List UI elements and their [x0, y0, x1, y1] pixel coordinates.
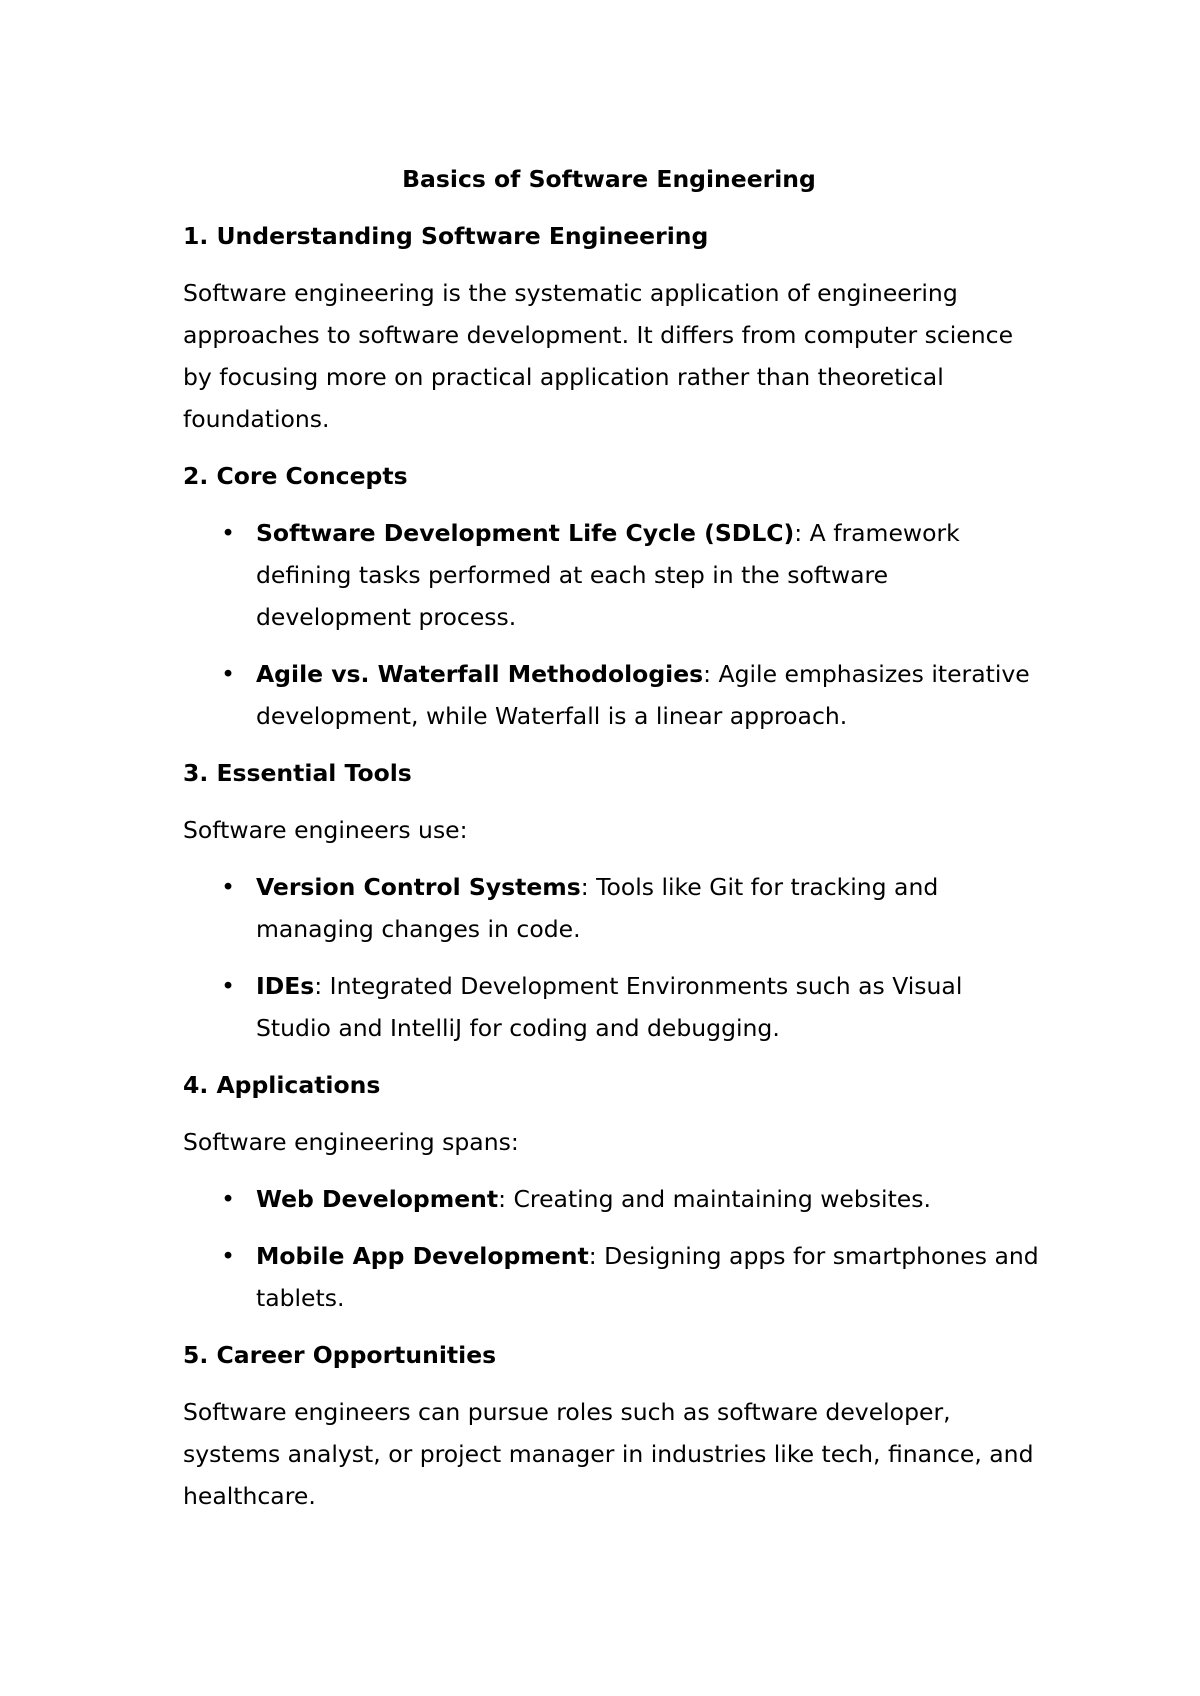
bullet-icon: •: [221, 1242, 235, 1270]
bullet-list-essential-tools: [183, 866, 1043, 1049]
section-heading-applications: 4. Applications: [183, 1071, 381, 1099]
bullet-term: IDEs: [256, 972, 315, 1000]
section-heading-core-concepts: 2. Core Concepts: [183, 462, 408, 490]
list-item: [183, 866, 1043, 950]
bullet-list-core-concepts: [183, 512, 1043, 737]
bullet-icon: •: [221, 972, 235, 1000]
list-item: [183, 1235, 1043, 1319]
bullet-text: : Agile emphasizes iterative development, while Waterfall is a linear approach.: [256, 660, 1030, 730]
list-item: [183, 1178, 1043, 1220]
bullet-text: : Creating and maintaining websites.: [498, 1185, 931, 1213]
list-item: [183, 512, 1043, 638]
bullet-list-applications: [183, 1178, 1043, 1319]
bullet-term: Web Development: [256, 1185, 499, 1213]
bullet-text: : Tools like Git for tracking and managing changes in code.: [256, 873, 939, 943]
bullet-icon: •: [221, 519, 235, 547]
bullet-icon: •: [221, 1185, 235, 1213]
list-item: [183, 965, 1043, 1049]
section-heading-career-opportunities: 5. Career Opportunities: [183, 1341, 497, 1369]
section-heading-understanding: 1. Understanding Software Engineering: [183, 222, 709, 250]
section-paragraph-understanding: Software engineering is the systematic application of engineering approaches to software development. It differs from computer science by focusing more on practical application rather than theoretical foundations.: [183, 279, 1014, 433]
bullet-icon: •: [221, 660, 235, 688]
bullet-icon: •: [221, 873, 235, 901]
bullet-term: Mobile App Development: [256, 1242, 589, 1270]
section-paragraph-essential-tools: Software engineers use:: [183, 816, 468, 844]
list-item: [183, 653, 1043, 737]
document-title: Basics of Software Engineering: [402, 165, 816, 193]
bullet-term: Version Control Systems: [256, 873, 581, 901]
bullet-text: : A framework defining tasks performed at each step in the software development process.: [256, 519, 960, 631]
bullet-term: Software Development Life Cycle (SDLC): [256, 519, 795, 547]
section-paragraph-career-opportunities: Software engineers can pursue roles such as software developer, systems analyst, or project manager in industries like tech, finance, and healthcare.: [183, 1398, 1034, 1510]
bullet-term: Agile vs. Waterfall Methodologies: [256, 660, 704, 688]
bullet-text: : Designing apps for smartphones and tablets.: [256, 1242, 1039, 1312]
bullet-text: : Integrated Development Environments such as Visual Studio and IntelliJ for coding and debugging.: [256, 972, 963, 1042]
document-page: [183, 158, 1043, 1532]
section-paragraph-applications: Software engineering spans:: [183, 1128, 519, 1156]
section-heading-essential-tools: 3. Essential Tools: [183, 759, 412, 787]
